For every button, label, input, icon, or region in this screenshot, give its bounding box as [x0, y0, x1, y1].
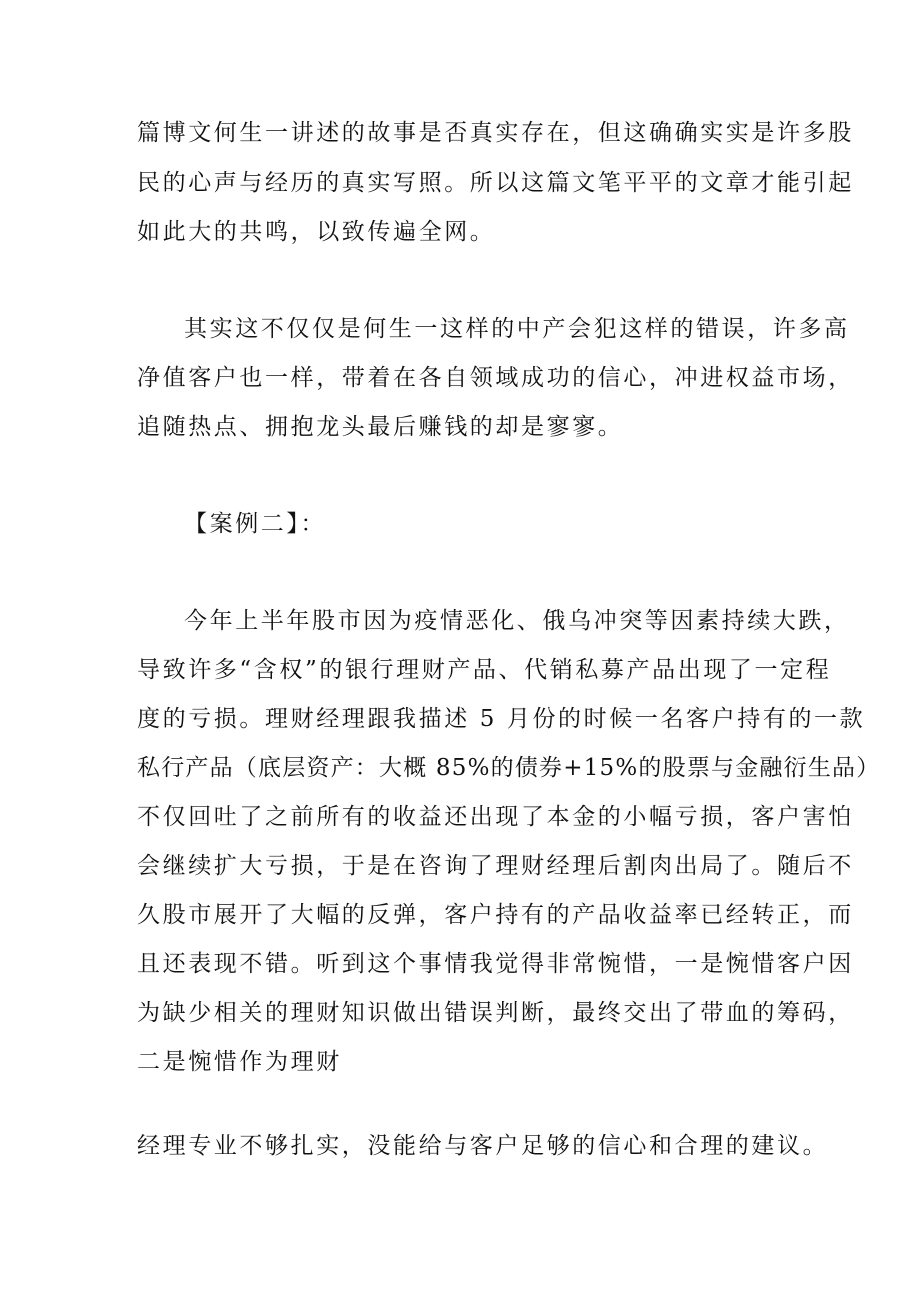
paragraph-line: 经理专业不够扎实，没能给与客户足够的信心和合理的建议。	[137, 1133, 829, 1159]
paragraph-line: 净值客户也一样，带着在各自领域成功的信心，冲进权益市场，	[137, 365, 854, 391]
paragraph-line: 篇博文何生一讲述的故事是否真实存在，但这确确实实是许多股	[137, 120, 854, 146]
paragraph-line: 不仅回吐了之前所有的收益还出现了本金的小幅亏损，客户害怕	[137, 804, 854, 830]
case-heading: 【案例二】：	[184, 511, 327, 537]
paragraph-line: 二是惋惜作为理财	[137, 1049, 342, 1075]
paragraph-line: 度的亏损。理财经理跟我描述 5 月份的时候一名客户持有的一款	[137, 706, 866, 732]
paragraph-line: 且还表现不错。听到这个事情我觉得非常惋惜，一是惋惜客户因	[137, 951, 854, 977]
paragraph-line: 久股市展开了大幅的反弹，客户持有的产品收益率已经转正，而	[137, 902, 854, 928]
paragraph-line: 私行产品（底层资产：大概 85%的债券+15%的股票与金融衍生品）	[137, 755, 881, 781]
paragraph-line: 今年上半年股市因为疫情恶化、俄乌冲突等因素持续大跌，	[184, 608, 850, 634]
paragraph-line: 会继续扩大亏损，于是在咨询了理财经理后割肉出局了。随后不	[137, 853, 854, 879]
paragraph-line: 为缺少相关的理财知识做出错误判断，最终交出了带血的筹码，	[137, 1000, 854, 1026]
paragraph-line: 追随热点、拥抱龙头最后赚钱的却是寥寥。	[137, 414, 624, 440]
paragraph-line: 民的心声与经历的真实写照。所以这篇文笔平平的文章才能引起	[137, 170, 854, 196]
paragraph-line: 其实这不仅仅是何生一这样的中产会犯这样的错误，许多高	[184, 316, 850, 342]
paragraph-line: 导致许多“含权”的银行理财产品、代销私募产品出现了一定程	[137, 657, 832, 683]
paragraph-line: 如此大的共鸣，以致传遍全网。	[137, 219, 496, 245]
